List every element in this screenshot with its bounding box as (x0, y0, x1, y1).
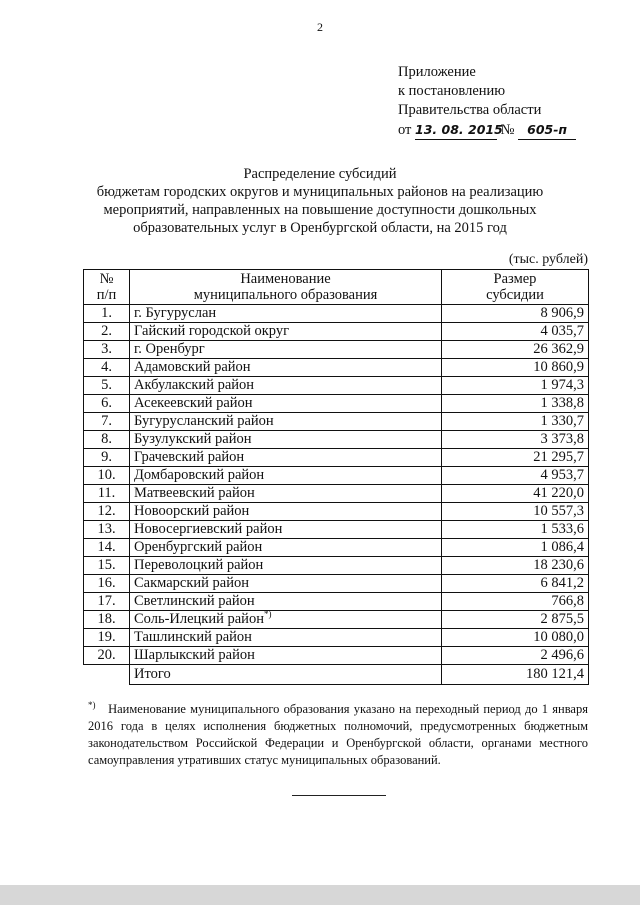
row-municipality: Светлинский район (130, 593, 442, 611)
row-subsidy-value: 10 080,0 (442, 629, 589, 647)
appendix-line-3: Правительства области (398, 102, 542, 118)
row-municipality: Гайский городской округ (130, 323, 442, 341)
row-subsidy-value: 41 220,0 (442, 485, 589, 503)
row-number: 7. (84, 413, 130, 431)
total-value: 180 121,4 (442, 665, 589, 685)
header-size: Размер субсидии (442, 270, 589, 305)
row-municipality: г. Бугуруслан (130, 305, 442, 323)
row-number: 8. (84, 431, 130, 449)
total-label: Итого (130, 665, 442, 685)
row-municipality: Адамовский район (130, 359, 442, 377)
subsidy-table (83, 269, 589, 685)
row-subsidy-value: 10 860,9 (442, 359, 589, 377)
row-subsidy-value: 21 295,7 (442, 449, 589, 467)
total-row (84, 665, 589, 685)
footnote (88, 701, 588, 769)
row-subsidy-value: 4 953,7 (442, 467, 589, 485)
appendix-date-line (398, 120, 576, 140)
row-subsidy-value: 3 373,8 (442, 431, 589, 449)
handwritten-number: 605-п (518, 120, 576, 140)
row-municipality: Переволоцкий район (130, 557, 442, 575)
table-row (84, 503, 589, 521)
row-municipality: Сакмарский район (130, 575, 442, 593)
row-number: 2. (84, 323, 130, 341)
row-municipality: Акбулакский район (130, 377, 442, 395)
row-number: 14. (84, 539, 130, 557)
table-row (84, 449, 589, 467)
appendix-line-2: к постановлению (398, 83, 506, 99)
title-line-1: Распределение субсидий (243, 166, 397, 182)
row-subsidy-value: 6 841,2 (442, 575, 589, 593)
handwritten-date: 13. 08. 2015 (415, 120, 497, 140)
row-subsidy-value: 1 338,8 (442, 395, 589, 413)
row-municipality: Соль-Илецкий район*) (130, 611, 442, 629)
row-number: 1. (84, 305, 130, 323)
row-subsidy-value: 18 230,6 (442, 557, 589, 575)
appendix-line-1: Приложение (398, 64, 476, 80)
number-prefix: № (500, 122, 515, 138)
row-municipality: Грачевский район (130, 449, 442, 467)
table-row (84, 305, 589, 323)
row-municipality: Матвеевский район (130, 485, 442, 503)
appendix-block (398, 63, 576, 140)
row-number: 11. (84, 485, 130, 503)
table-row (84, 557, 589, 575)
row-subsidy-value: 26 362,9 (442, 341, 589, 359)
table-row (84, 395, 589, 413)
table-row (84, 629, 589, 647)
row-municipality: Новоорский район (130, 503, 442, 521)
row-subsidy-value: 2 496,6 (442, 647, 589, 665)
title-line-2: бюджетам городских округов и муниципальных районов на реализацию (96, 184, 544, 200)
table-body (84, 305, 589, 665)
row-number: 20. (84, 647, 130, 665)
title-line-3: мероприятий, направленных на повышение доступности дошкольных (103, 202, 537, 218)
row-number: 9. (84, 449, 130, 467)
table-row (84, 521, 589, 539)
row-number: 16. (84, 575, 130, 593)
row-number: 6. (84, 395, 130, 413)
table-row (84, 413, 589, 431)
row-municipality: Новосергиевский район (130, 521, 442, 539)
table-row (84, 359, 589, 377)
table-row (84, 647, 589, 665)
row-subsidy-value: 1 533,6 (442, 521, 589, 539)
row-municipality: Домбаровский район (130, 467, 442, 485)
row-subsidy-value: 1 086,4 (442, 539, 589, 557)
footnote-text: Наименование муниципального образования указано на переходный период до 1 января 2016 года в целях исполнения бюджетных полномочий, предусмотренных бюджетным законодательством Российской Федерации и Оренбургской области, органами местного самоуправления утративших статус муниципальных образований. (88, 702, 588, 767)
row-number: 18. (84, 611, 130, 629)
table-row (84, 323, 589, 341)
row-number: 5. (84, 377, 130, 395)
row-municipality: Бугурусланский район (130, 413, 442, 431)
table-header-row (84, 270, 589, 305)
scan-bottom-edge (0, 885, 640, 905)
table-row (84, 539, 589, 557)
row-number: 4. (84, 359, 130, 377)
footnote-mark: *) (88, 699, 96, 710)
row-municipality: Шарлыкский район (130, 647, 442, 665)
row-municipality: Бузулукский район (130, 431, 442, 449)
table-row (84, 431, 589, 449)
row-footnote-mark: *) (263, 609, 272, 620)
row-number: 17. (84, 593, 130, 611)
row-number: 12. (84, 503, 130, 521)
row-subsidy-value: 1 974,3 (442, 377, 589, 395)
row-subsidy-value: 2 875,5 (442, 611, 589, 629)
date-prefix: от (398, 122, 412, 138)
table-row (84, 341, 589, 359)
table-row (84, 485, 589, 503)
unit-note: (тыс. рублей) (508, 252, 588, 267)
row-municipality: Оренбургский район (130, 539, 442, 557)
table-row (84, 593, 589, 611)
row-municipality: г. Оренбург (130, 341, 442, 359)
header-number: № п/п (84, 270, 130, 305)
table-row (84, 611, 589, 629)
header-name: Наименование муниципального образования (130, 270, 442, 305)
row-subsidy-value: 4 035,7 (442, 323, 589, 341)
row-number: 10. (84, 467, 130, 485)
row-subsidy-value: 766,8 (442, 593, 589, 611)
document-title (0, 165, 640, 237)
divider-line (292, 795, 386, 796)
row-number: 19. (84, 629, 130, 647)
row-subsidy-value: 1 330,7 (442, 413, 589, 431)
row-subsidy-value: 8 906,9 (442, 305, 589, 323)
table-row (84, 467, 589, 485)
row-municipality: Ташлинский район (130, 629, 442, 647)
row-municipality: Асекеевский район (130, 395, 442, 413)
row-number: 15. (84, 557, 130, 575)
table-row (84, 377, 589, 395)
row-number: 3. (84, 341, 130, 359)
table-row (84, 575, 589, 593)
title-line-4: образовательных услуг в Оренбургской области, на 2015 год (133, 220, 507, 236)
row-number: 13. (84, 521, 130, 539)
page-number: 2 (317, 20, 323, 34)
row-subsidy-value: 10 557,3 (442, 503, 589, 521)
